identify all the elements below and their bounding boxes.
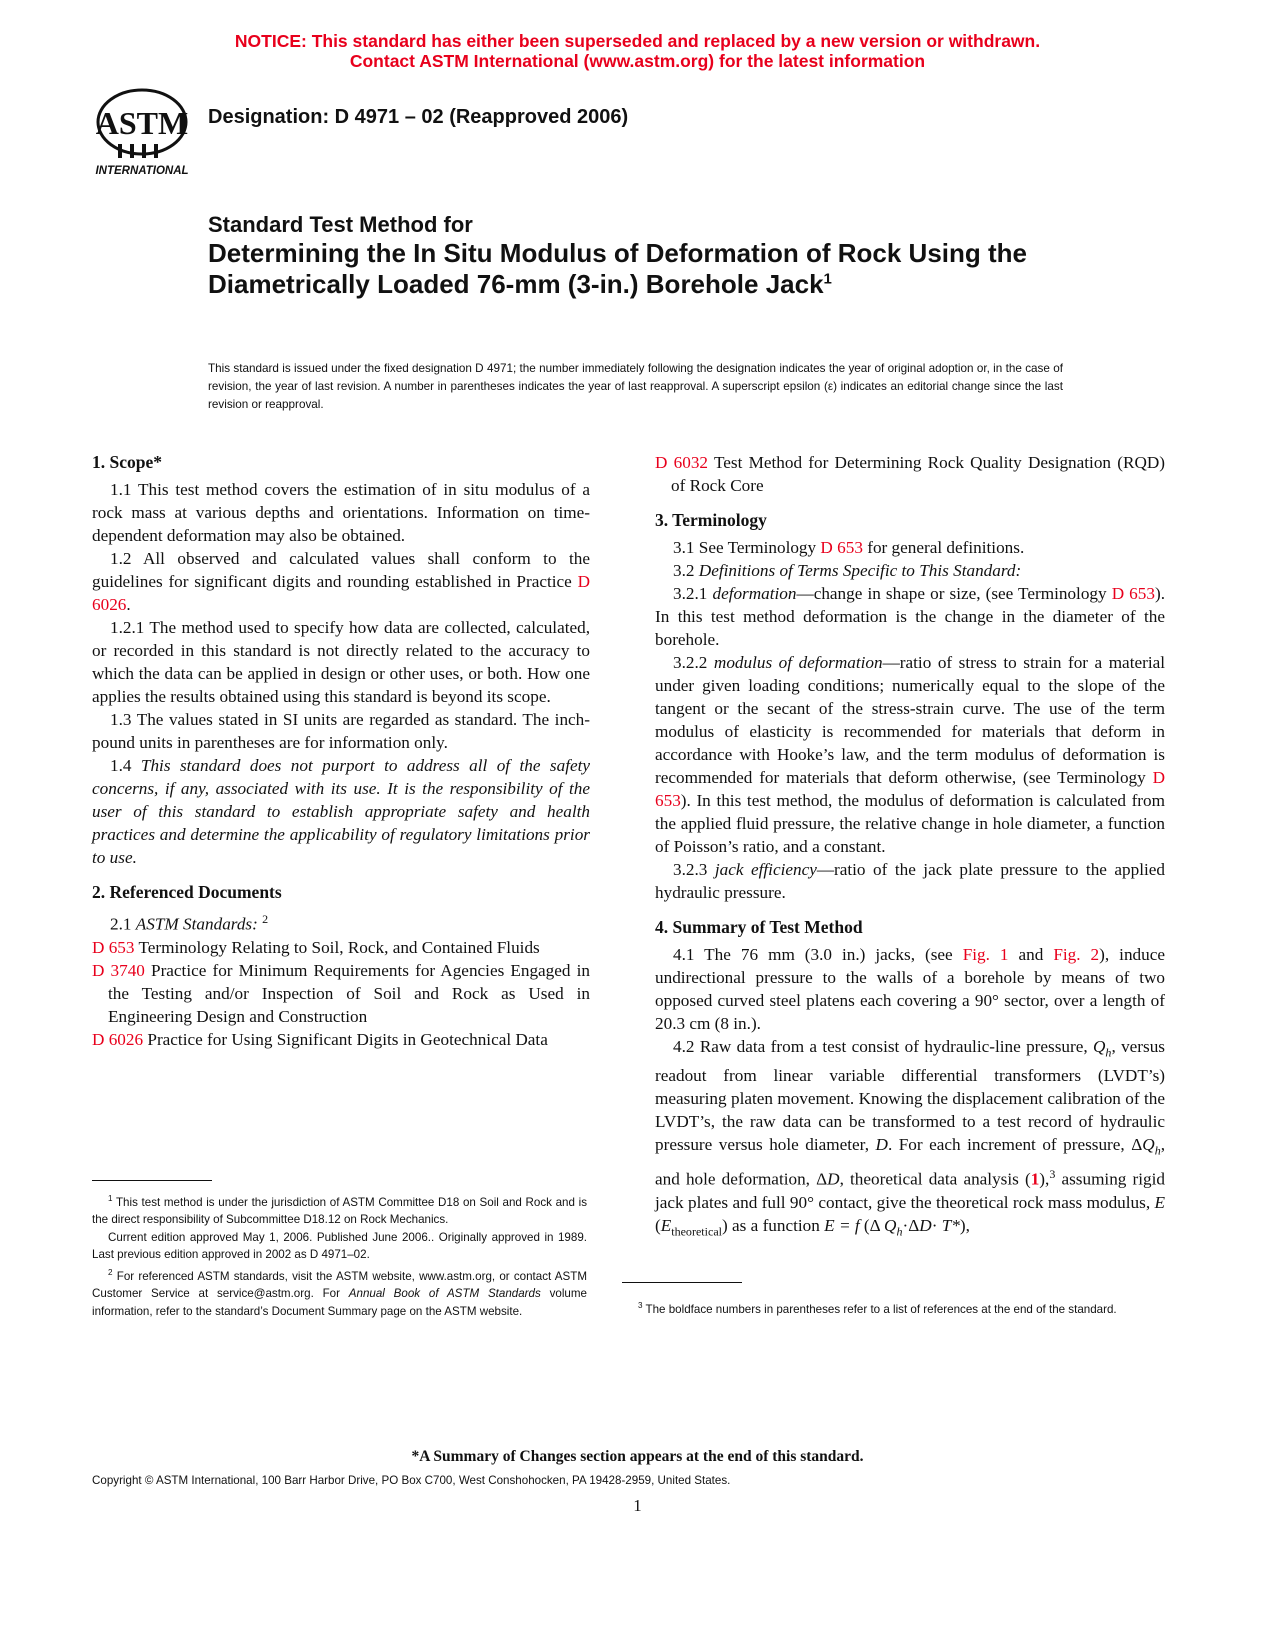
link-d653-mod[interactable]: D 653 [655, 768, 1165, 810]
para-3-2-3: 3.2.3 jack efficiency—ratio of the jack plate pressure to the applied hydraulic pressure. [655, 860, 1166, 902]
reference-item: D 3740 Practice for Minimum Requirements for Agencies Engaged in the Testing and/or Inspection of Soil and Rock as Used in Engineering Design and Construction [92, 960, 590, 1026]
astm-logo-wordmark: ASTM [95, 105, 189, 141]
document-title [208, 212, 1068, 300]
notice-line-2: Contact ASTM International (www.astm.org) for the latest information [349, 51, 926, 71]
page-number: 1 [633, 1496, 642, 1515]
footnotes-left [92, 1190, 587, 1320]
footnote-2: $^2$ For referenced ASTM standards, visit the ASTM website, www.astm.org, or contact ASTM Customer Service at service@astm.org. For Annual Book of ASTM Standards volume information, refer to the standard’s Document Summary page on the ASTM website. [92, 1267, 587, 1318]
link-d653[interactable]: D 653 [92, 937, 135, 957]
astm-logo-subtitle: INTERNATIONAL [95, 165, 189, 177]
copyright-line: Copyright © ASTM International, 100 Barr Harbor Drive, PO Box C700, West Conshohocken, PA 19428-2959, United States. [92, 1474, 731, 1487]
footnote-1: $^1$ This test method is under the jurisdiction of ASTM Committee D18 on Soil and Rock and is the direct responsibility of Subcommittee D18.12 on Rock Mechanics. [92, 1194, 587, 1227]
title-main: Determining the In Situ Modulus of Deformation of Rock Using the Diametrically Loaded 76-mm (3-in.) Borehole Jack [208, 238, 1027, 299]
para-3-2-2: 3.2.2 modulus of deformation—ratio of stress to strain for a material under given loading conditions; numerically equal to the slope of the tangent or the secant of the stress-strain curve. The use of the term modulus of elasticity is recommended for materials that deform in accordance with Hooke’s law, and the term modulus of deformation is recommended for materials that deform otherwise, (see Terminology D 653). In this test method, the modulus of deformation is calculated from the applied fluid pressure, the relative change in hole diameter, a function of Poisson’s ratio, and a constant. [655, 653, 1165, 856]
para-4-1: 4.1 The 76 mm (3.0 in.) jacks, (see Fig. 1 and Fig. 2), induce undirectional pressure to the walls of a borehole by means of two opposed curved steel platens each covering a 90° sector, over a length of 20.3 cm (8 in.). [655, 945, 1165, 1033]
para-3-2-1: 3.2.1 deformation—change in shape or size, (see Terminology D 653). In this test method deformation is the change in the diameter of the borehole. [655, 584, 1165, 649]
reference-item: D 6032 Test Method for Determining Rock Quality Designation (RQD) of Rock Core [655, 453, 1165, 495]
para-1-4: 1.4 This standard does not purport to address all of the safety concerns, if any, associated with its use. It is the responsibility of the user of this standard to establish appropriate safety and health practices and determine the applicability of regulatory limitations prior to use. [92, 756, 590, 867]
para-1-2-1: 1.2.1 The method used to specify how data are collected, calculated, or recorded in this standard is not directly related to the accuracy to which the data can be applied in design or other uses, or both. How one applies the results obtained using this standard is beyond its scope. [92, 618, 590, 706]
footnote-3: $^3$ The boldface numbers in parentheses refer to a list of references at the end of the standard. [638, 1301, 1117, 1316]
footnote-1b: Current edition approved May 1, 2006. Published June 2006.. Originally approved in 1989. Last previous edition approved in 2002 as D 4971–02. [92, 1230, 587, 1262]
para-1-1: 1.1 This test method covers the estimation of in situ modulus of a rock mass at various depths and orientations. Information on time-dependent deformation may also be obtained. [92, 480, 590, 545]
footnotes-right [622, 1297, 1120, 1318]
issued-statement: This standard is issued under the fixed designation D 4971; the number immediately following the designation indicates the year of original adoption or, in the case of revision, the year of last revision. A number in parentheses indicates the year of last reapproval. A superscript epsilon (ε) indicates an editorial change since the last revision or reapproval. [208, 362, 1063, 411]
link-d6026[interactable]: D 6026 [92, 572, 590, 614]
link-d653-term[interactable]: D 653 [820, 538, 863, 557]
reference-item: D 653 Terminology Relating to Soil, Rock, and Contained Fluids [92, 937, 540, 957]
footnote-rule-left [92, 1180, 212, 1181]
reference-item: D 6026 Practice for Using Significant Digits in Geotechnical Data [92, 1029, 548, 1049]
section-scope-heading: 1. Scope* [92, 452, 162, 472]
para-4-2: 4.2 Raw data from a test consist of hydraulic-line pressure, $Q_h$, versus readout from linear variable differential transformers (LVDT’s) measuring platen movement. Knowing the displacement calibration of the LVDT’s, the raw data can be transformed to a test record of hydraulic pressure versus hole diameter, D. For each increment of pressure, $\Delta Q_h$, and hole deformation, ΔD, theoretical data analysis (1),$^3$ assuming rigid jack plates and full 90° contact, give the theoretical rock mass modulus, E $(E_{theoretical})$ as a function E = f (Δ $Q_h\cdot\Delta D\cdot T*$), [655, 1037, 1165, 1239]
notice-line-1: NOTICE: This standard has either been superseded and replaced by a new version or withdrawn. [234, 31, 1041, 51]
link-d653-def[interactable]: D 653 [1111, 584, 1155, 603]
designation: Designation: D 4971 – 02 (Reapproved 2006) [208, 106, 629, 128]
title-prefix: Standard Test Method for [208, 212, 473, 237]
para-3-1: 3.1 See Terminology D 653 for general definitions. [673, 538, 1025, 557]
left-column [92, 451, 590, 1051]
title-footnote-mark: 1 [823, 270, 832, 288]
para-3-2: 3.2 Definitions of Terms Specific to This Standard: [673, 561, 1022, 580]
right-column [655, 451, 1165, 1243]
link-reference-1[interactable]: 1 [1030, 1169, 1040, 1189]
link-d6026-ref[interactable]: D 6026 [92, 1029, 144, 1049]
para-1-2: 1.2 All observed and calculated values shall conform to the guidelines for significant digits and rounding established in Practice D 6026. [92, 549, 590, 614]
para-2-1: 2.1 ASTM Standards: $^2$ [110, 912, 269, 934]
link-fig-2[interactable]: Fig. 2 [1053, 945, 1100, 964]
astm-logo [92, 86, 192, 182]
summary-of-changes-note: *A Summary of Changes section appears at the end of this standard. [411, 1448, 864, 1465]
notice-banner [0, 31, 1275, 71]
para-1-3: 1.3 The values stated in SI units are regarded as standard. The inch-pound units in parentheses are for information only. [92, 710, 590, 752]
link-fig-1[interactable]: Fig. 1 [962, 945, 1009, 964]
link-d3740[interactable]: D 3740 [92, 960, 145, 980]
section-terminology-heading: 3. Terminology [655, 510, 767, 530]
link-d6032[interactable]: D 6032 [655, 453, 709, 472]
section-referenced-documents-heading: 2. Referenced Documents [92, 882, 282, 902]
footnote-rule-right [622, 1282, 742, 1283]
section-summary-heading: 4. Summary of Test Method [655, 917, 863, 937]
